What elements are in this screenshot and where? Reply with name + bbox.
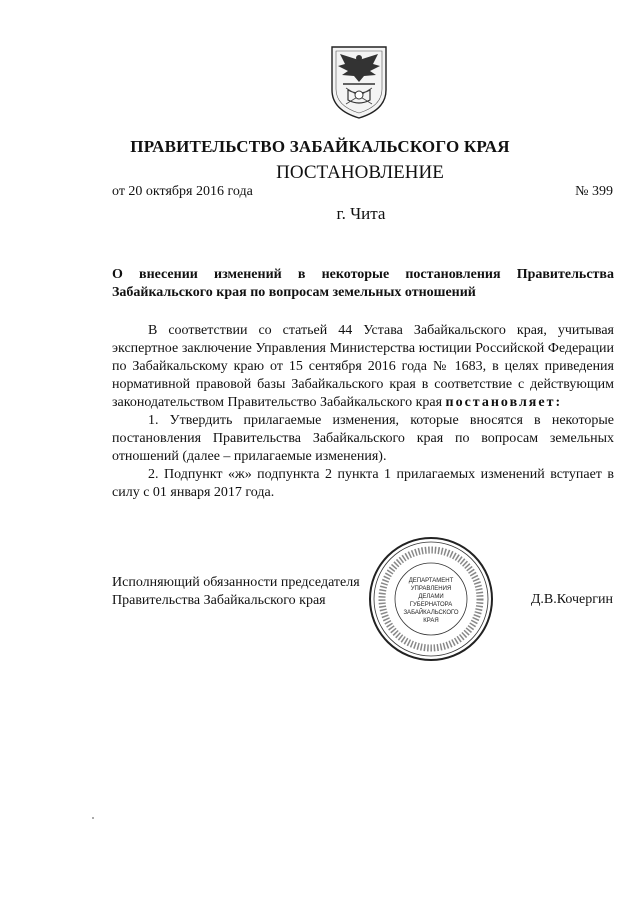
- preamble-text: В соответствии со статьей 44 Устава Забайкальского края, учитывая экспертное заключение Управления Министерства юстиции Российской Федерации по Забайкальскому краю от 15 сентября 2016 года № 1683, в целях приведения нормативной правовой базы Забайкальского края в соответствие с действующим законодательством Правительство Забайкальского края: [112, 323, 614, 410]
- signatory-name: Д.В.Кочергин: [530, 592, 613, 607]
- document-type-title: ПОСТАНОВЛЕНИЕ: [276, 162, 444, 183]
- signatory-position-line-2: Правительства Забайкальского края: [112, 593, 326, 608]
- decree-word: постановляет:: [445, 395, 563, 410]
- svg-text:КРАЯ: КРАЯ: [423, 618, 439, 624]
- official-seal-stamp: [367, 535, 495, 663]
- item-1-paragraph: 1. Утвердить прилагаемые изменения, которые вносятся в некоторые постановления Правительства Забайкальского края по вопросам земельных отношений (далее – прилагаемые изменения).: [112, 413, 614, 464]
- signatory-position-line-1: Исполняющий обязанности председателя: [112, 575, 360, 590]
- organization-title: ПРАВИТЕЛЬСТВО ЗАБАЙКАЛЬСКОГО КРАЯ: [130, 137, 510, 156]
- svg-text:УПРАВЛЕНИЯ: УПРАВЛЕНИЯ: [410, 586, 452, 592]
- svg-text:ГУБЕРНАТОРА: ГУБЕРНАТОРА: [409, 602, 453, 608]
- document-subject: О внесении изменений в некоторые постановления Правительства Забайкальского края по вопросам земельных отношений: [112, 267, 614, 300]
- coat-of-arms-emblem: [328, 44, 390, 120]
- document-city: г. Чита: [336, 204, 386, 223]
- document-body: [112, 322, 614, 502]
- document-number: № 399: [575, 184, 613, 199]
- svg-text:ДЕЛАМИ: ДЕЛАМИ: [418, 594, 444, 600]
- item-2-paragraph: 2. Подпункт «ж» подпункта 2 пункта 1 прилагаемых изменений вступает в силу с 01 января 2017 года.: [112, 467, 614, 500]
- preamble-paragraph: [112, 322, 614, 412]
- scan-speck: [92, 817, 94, 819]
- document-date: от 20 октября 2016 года: [112, 184, 253, 199]
- signatory-position: [112, 574, 360, 610]
- svg-text:ДЕПАРТАМЕНТ: ДЕПАРТАМЕНТ: [408, 578, 454, 584]
- svg-text:ЗАБАЙКАЛЬСКОГО: ЗАБАЙКАЛЬСКОГО: [403, 610, 459, 616]
